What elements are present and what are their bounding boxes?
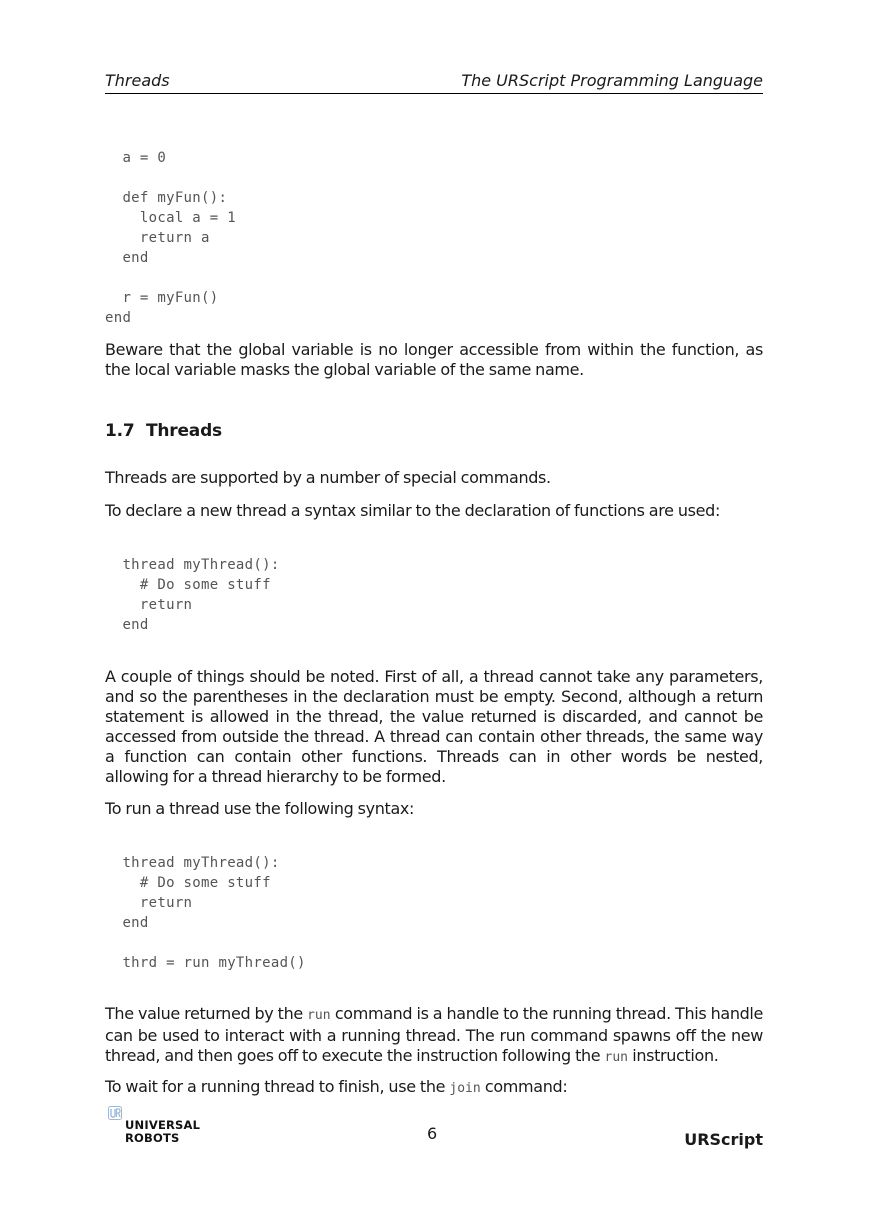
page-number: 6: [427, 1124, 438, 1143]
section-title: Threads: [146, 421, 222, 441]
paragraph-threads-intro: Threads are supported by a number of special commands.: [105, 468, 551, 487]
code-block-thread-declaration: thread myThread(): # Do some stuff return end: [122, 557, 280, 633]
code-block-run-thread: thread myThread(): # Do some stuff return end thrd = run myThread(): [122, 855, 306, 971]
paragraph-join-thread: To wait for a running thread to finish, use the join command:: [105, 1077, 568, 1096]
paragraph-run-handle: The value returned by the run command is a handle to the running thread. This handle can be used to interact with a running thread. The run command spawns off the new thread, and then goes off to execute the instruction following the run instruction.: [105, 1004, 764, 1065]
paragraph-global-variable-note: Beware that the global variable is no longer accessible from within the function, as the local variable masks the global variable of the same name.: [105, 340, 763, 379]
header-section-title: Threads: [105, 71, 170, 90]
inline-code-run: run: [307, 1008, 331, 1023]
paragraph-run-thread: To run a thread use the following syntax:: [105, 799, 415, 818]
code-block-scope-example: a = 0 def myFun(): local a = 1 return a end r = myFun() end: [105, 150, 236, 326]
header-document-title: The URScript Programming Language: [461, 71, 763, 90]
universal-robots-logo: [106, 1106, 206, 1148]
header-rule: [105, 93, 763, 94]
section-heading: [105, 421, 222, 441]
inline-code-run: run: [604, 1050, 628, 1065]
paragraph-declare-thread: To declare a new thread a syntax similar to the declaration of functions are used:: [105, 501, 720, 520]
logo-wordmark: UNIVERSAL ROBOTS: [125, 1118, 201, 1145]
inline-code-join: join: [449, 1081, 481, 1096]
footer-title: URScript: [684, 1130, 763, 1149]
ur-logo-icon: [108, 1106, 122, 1120]
paragraph-thread-notes: A couple of things should be noted. First of all, a thread cannot take any parameters, and so the parentheses in the declaration must be empty. Second, although a return statement is allowed in the thread, the value returned is discarded, and cannot be accessed from outside the thread. A thread can contain other threads, the same way a function can contain other functions. Threads can in other words be nested, allowing for a thread hierarchy to be formed.: [105, 667, 763, 786]
section-number: 1.7: [105, 421, 135, 441]
